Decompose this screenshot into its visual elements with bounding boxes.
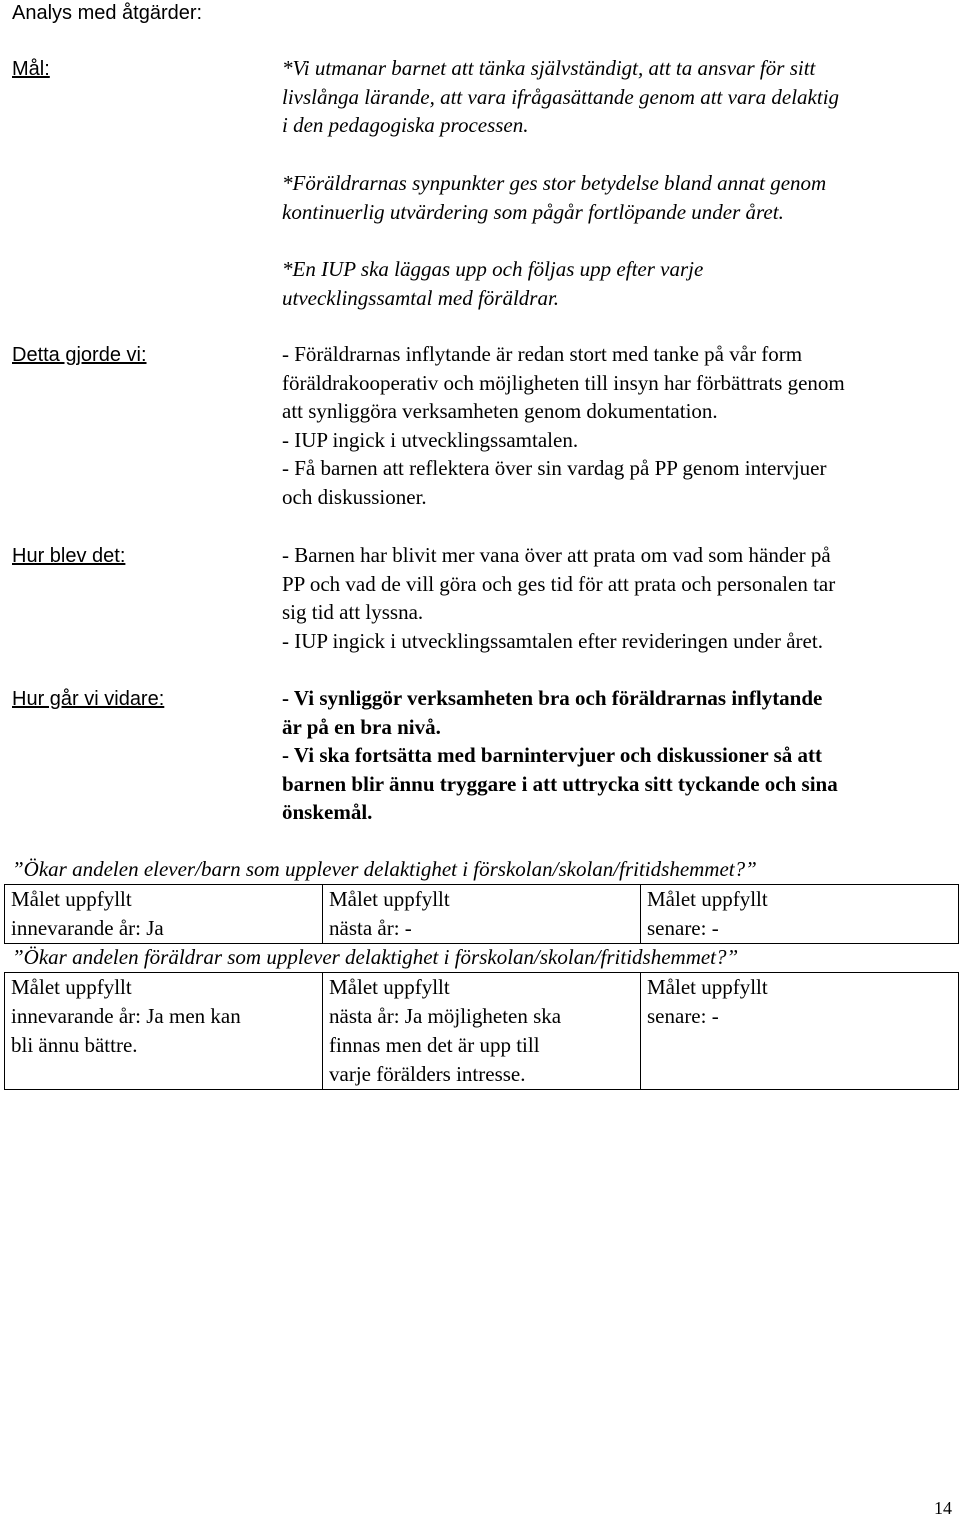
outcome-cell-later — [641, 885, 959, 944]
goal-text — [282, 54, 954, 140]
outcome-cell-next-year — [323, 885, 641, 944]
outcome-cell-next-year — [323, 973, 641, 1090]
goal-line: utvecklingssamtal med föräldrar. — [282, 285, 560, 310]
next-text — [282, 684, 954, 827]
cell-line: varje förälders intresse. — [329, 1062, 526, 1086]
cell-line: nästa år: - — [329, 916, 412, 940]
outcome-cell-current — [5, 973, 323, 1090]
result-line: sig tid att lyssna. — [282, 600, 424, 625]
outcome-table — [4, 884, 959, 944]
cell-line: senare: - — [647, 1004, 719, 1028]
page-number: 14 — [934, 1498, 952, 1518]
next-line: barnen blir ännu tryggare i att uttrycka sitt tyckande och sina — [282, 771, 838, 796]
outcome-cell-current — [5, 885, 323, 944]
cell-line: Målet uppfyllt — [647, 975, 768, 999]
result-label: Hur blev det: — [12, 545, 126, 567]
goal-label: Mål: — [12, 58, 50, 80]
goal-line: *Vi utmanar barnet att tänka självständigt, att ta ansvar för sitt — [282, 56, 816, 80]
goal-line: kontinuerlig utvärdering som pågår fortlöpande under året. — [282, 199, 784, 224]
cell-line: Målet uppfyllt — [647, 887, 768, 911]
goal-line: livslånga lärande, att vara ifrågasättande genom att vara delaktig — [282, 84, 840, 109]
cell-line: nästa år: Ja möjligheten ska — [329, 1004, 562, 1028]
did-text — [282, 340, 954, 512]
outcome-question: ”Ökar andelen föräldrar som upplever delaktighet i förskolan/skolan/fritidshemmet?” — [12, 945, 739, 969]
cell-line: Målet uppfyllt — [11, 975, 132, 999]
result-line: PP och vad de vill göra och ges tid för att prata och personalen tar — [282, 571, 836, 596]
cell-line: innevarande år: Ja — [11, 916, 164, 940]
did-line: att synliggöra verksamheten genom dokumentation. — [282, 399, 718, 424]
did-line: - Få barnen att reflektera över sin vardag på PP genom intervjuer — [282, 456, 827, 481]
did-line: - IUP ingick i utvecklingssamtalen. — [282, 427, 579, 452]
next-line: - Vi synliggör verksamheten bra och föräldrarnas inflytande — [282, 686, 823, 710]
outcome-table — [4, 972, 959, 1090]
next-line: - Vi ska fortsätta med barnintervjuer och diskussioner så att — [282, 743, 822, 768]
cell-line: innevarande år: Ja men kan — [11, 1004, 241, 1028]
did-line: - Föräldrarnas inflytande är redan stort med tanke på vår form — [282, 342, 803, 366]
did-line: och diskussioner. — [282, 484, 427, 509]
goal-text — [282, 255, 954, 312]
cell-line: senare: - — [647, 916, 719, 940]
next-line: är på en bra nivå. — [282, 714, 441, 739]
goal-line: i den pedagogiska processen. — [282, 113, 529, 138]
did-label: Detta gjorde vi: — [12, 344, 147, 366]
goal-text — [282, 169, 954, 226]
cell-line: finnas men det är upp till — [329, 1033, 540, 1057]
next-line: önskemål. — [282, 800, 373, 825]
outcome-cell-later — [641, 973, 959, 1090]
cell-line: bli ännu bättre. — [11, 1033, 138, 1057]
result-line: - Barnen har blivit mer vana över att prata om vad som händer på — [282, 543, 831, 567]
next-label: Hur går vi vidare: — [12, 688, 165, 710]
goal-line: *En IUP ska läggas upp och följas upp efter varje — [282, 257, 704, 281]
result-text — [282, 541, 954, 655]
cell-line: Målet uppfyllt — [11, 887, 132, 911]
cell-line: Målet uppfyllt — [329, 975, 450, 999]
page-title: Analys med åtgärder: — [12, 2, 203, 24]
did-line: föräldrakooperativ och möjligheten till insyn har förbättrats genom — [282, 370, 845, 395]
goal-line: *Föräldrarnas synpunkter ges stor betydelse bland annat genom — [282, 171, 827, 195]
outcome-question: ”Ökar andelen elever/barn som upplever delaktighet i förskolan/skolan/fritidshemmet?” — [12, 857, 757, 881]
result-line: - IUP ingick i utvecklingssamtalen efter revideringen under året. — [282, 628, 823, 653]
cell-line: Målet uppfyllt — [329, 887, 450, 911]
